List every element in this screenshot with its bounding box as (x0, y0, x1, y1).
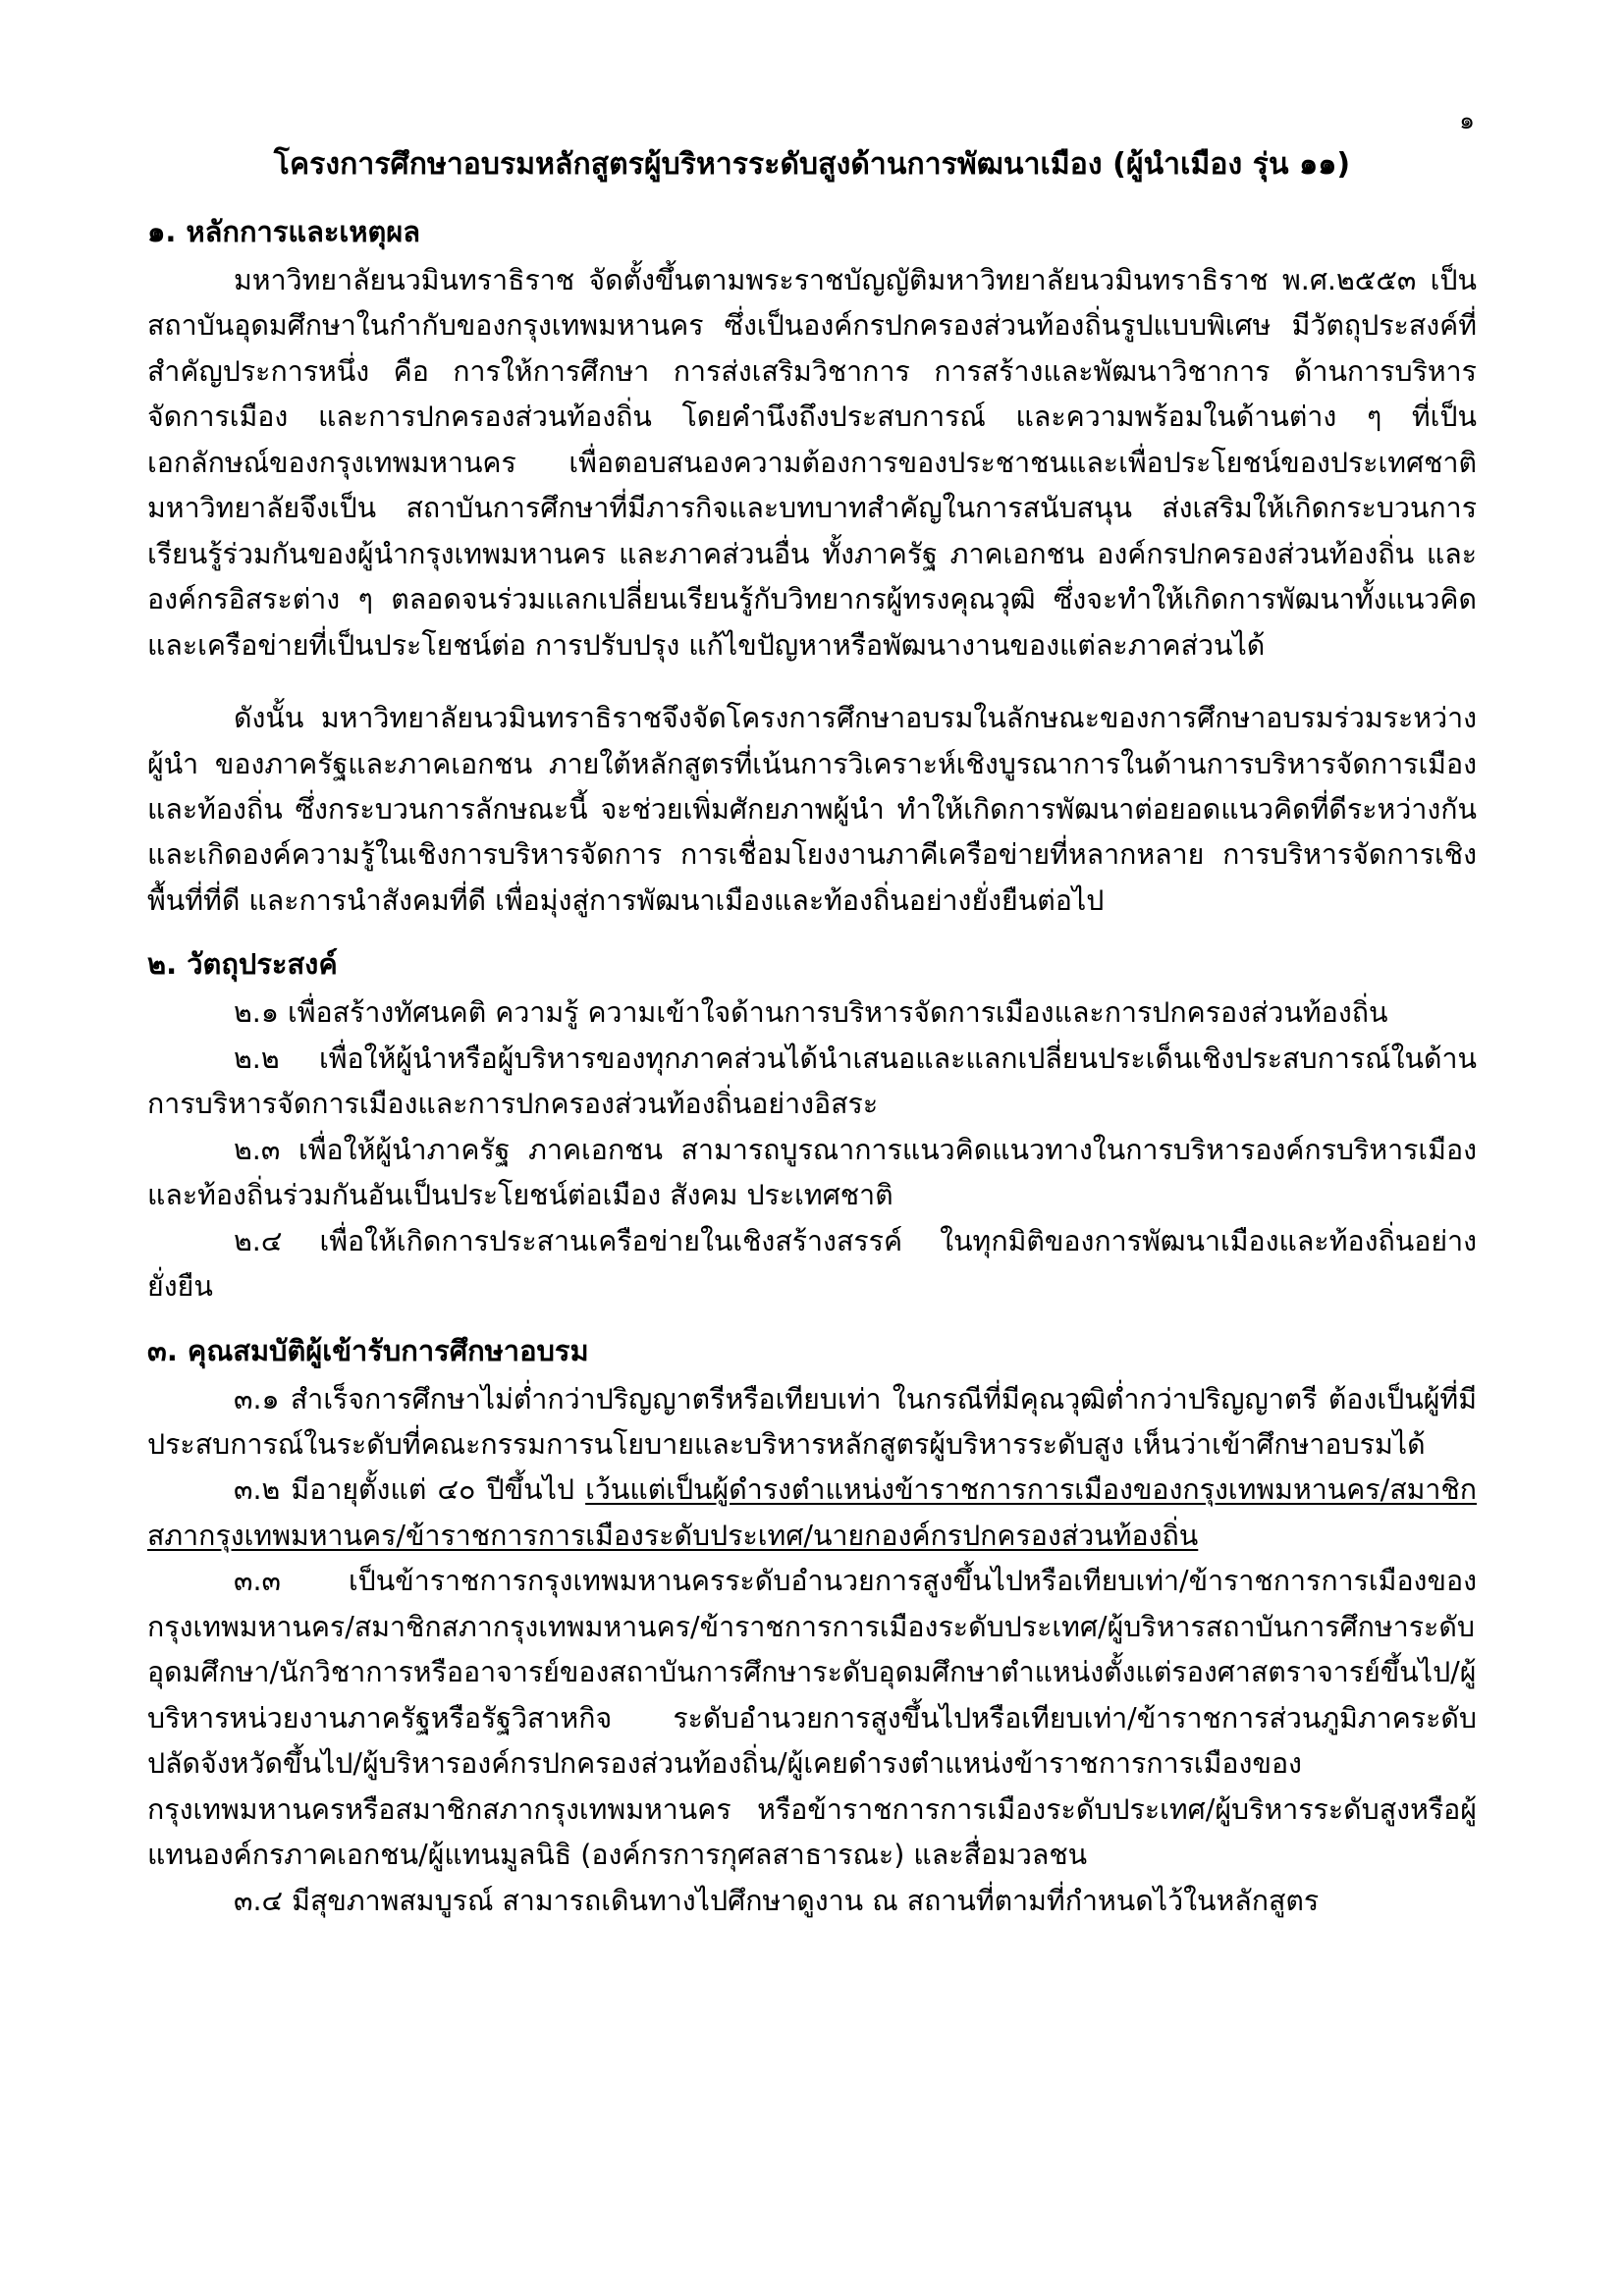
paragraph-2-4: ๒.๔ เพื่อให้เกิดการประสานเครือข่ายในเชิงสร้างสรรค์ ในทุกมิติของการพัฒนาเมืองและท้องถิ่นอย่างยั่งยืน (147, 1224, 1477, 1304)
section-heading-1: ๑. หลักการและเหตุผล (147, 215, 421, 248)
paragraph-3-4: ๓.๔ มีสุขภาพสมบูรณ์ สามารถเดินทางไปศึกษาดูงาน ณ สถานที่ตามที่กำหนดไว้ในหลักสูตร (234, 1884, 1320, 1917)
paragraph-3-3: ๓.๓ เป็นข้าราชการกรุงเทพมหานครระดับอำนวยการสูงขึ้นไปหรือเทียบเท่า/ข้าราชการการเมืองของกรุงเทพมหานคร/สมาชิกสภากรุงเทพมหานคร/ข้าราชการการเมืองระดับประเทศ/ผู้บริหารสถาบันการศึกษาระดับอุดมศึกษา/นักวิชาการหรืออาจารย์ของสถาบันการศึกษาระดับอุดมศึกษาตำแหน่งตั้งแต่รองศาสตราจารย์ขึ้นไป/ผู้บริหารหน่วยงานภาครัฐหรือรัฐวิสาหกิจ ระดับอำนวยการสูงขึ้นไปหรือเทียบเท่า/ข้าราชการส่วนภูมิภาคระดับปลัดจังหวัดขึ้นไป/ผู้บริหารองค์กรปกครองส่วนท้องถิ่น/ผู้เคยดำรงตำแหน่งข้าราชการการเมืองของกรุงเทพมหานครหรือสมาชิกสภากรุงเทพมหานคร หรือข้าราชการการเมืองระดับประเทศ/ผู้บริหารระดับสูงหรือผู้แทนองค์กรภาคเอกชน/ผู้แทนมูลนิธิ (องค์กรการกุศลสาธารณะ) และสื่อมวลชน (147, 1565, 1477, 1872)
paragraph-1-2: ดังนั้น มหาวิทยาลัยนวมินทราธิราชจึงจัดโครงการศึกษาอบรมในลักษณะของการศึกษาอบรมร่วมระหว่างผู้นำ ของภาครัฐและภาคเอกชน ภายใต้หลักสูตรที่เน้นการวิเคราะห์เชิงบูรณาการในด้านการบริหารจัดการเมืองและท้องถิ่น ซึ่งกระบวนการลักษณะนี้ จะช่วยเพิ่มศักยภาพผู้นำ ทำให้เกิดการพัฒนาต่อยอดแนวคิดที่ดีระหว่างกัน และเกิดองค์ความรู้ในเชิงการบริหารจัดการ การเชื่อมโยงงานภาคีเครือข่ายที่หลากหลาย การบริหารจัดการเชิงพื้นที่ที่ดี และการนำสังคมที่ดี เพื่อมุ่งสู่การพัฒนาเมืองและท้องถิ่นอย่างยั่งยืนต่อไป (147, 702, 1477, 917)
paragraph-2-1: ๒.๑ เพื่อสร้างทัศนคติ ความรู้ ความเข้าใจด้านการบริหารจัดการเมืองและการปกครองส่วนท้องถิ่น (234, 996, 1388, 1030)
paragraph-1-1: มหาวิทยาลัยนวมินทราธิราช จัดตั้งขึ้นตามพระราชบัญญัติมหาวิทยาลัยนวมินทราธิราช พ.ศ.๒๕๕๓ เป็นสถาบันอุดมศึกษาในกำกับของกรุงเทพมหานคร ซึ่งเป็นองค์กรปกครองส่วนท้องถิ่นรูปแบบพิเศษ มีวัตถุประสงค์ที่สำคัญประการหนึ่ง คือ การให้การศึกษา การส่งเสริมวิชาการ การสร้างและพัฒนาวิชาการ ด้านการบริหารจัดการเมือง และการปกครองส่วนท้องถิ่น โดยคำนึงถึงประสบการณ์ และความพร้อมในด้านต่าง ๆ ที่เป็นเอกลักษณ์ของกรุงเทพมหานคร เพื่อตอบสนองความต้องการของประชาชนและเพื่อประโยชน์ของประเทศชาติ มหาวิทยาลัยจึงเป็น สถาบันการศึกษาที่มีภารกิจและบทบาทสำคัญในการสนับสนุน ส่งเสริมให้เกิดกระบวนการเรียนรู้ร่วมกันของผู้นำกรุงเทพมหานคร และภาคส่วนอื่น ทั้งภาครัฐ ภาคเอกชน องค์กรปกครองส่วนท้องถิ่น และองค์กรอิสระต่าง ๆ ตลอดจนร่วมแลกเปลี่ยนเรียนรู้กับวิทยากรผู้ทรงคุณวุฒิ ซึ่งจะทำให้เกิดการพัฒนาทั้งแนวคิดและเครือข่ายที่เป็นประโยชน์ต่อ การปรับปรุง แก้ไขปัญหาหรือพัฒนางานของแต่ละภาคส่วนได้ (147, 264, 1477, 662)
paragraph-3-1: ๓.๑ สำเร็จการศึกษาไม่ต่ำกว่าปริญญาตรีหรือเทียบเท่า ในกรณีที่มีคุณวุฒิต่ำกว่าปริญญาตรี ต้องเป็นผู้ที่มีประสบการณ์ในระดับที่คณะกรรมการนโยบายและบริหารหลักสูตรผู้บริหารระดับสูง เห็นว่าเข้าศึกษาอบรมได้ (147, 1382, 1477, 1461)
page-title: โครงการศึกษาอบรมหลักสูตรผู้บริหารระดับสูงด้านการพัฒนาเมือง (ผู้นำเมือง รุ่น ๑๑) (273, 147, 1351, 182)
paragraph-3-2-lead: ๓.๒ มีอายุตั้งแต่ ๔๐ ปีขึ้นไป (234, 1473, 586, 1507)
paragraph-2-3: ๒.๓ เพื่อให้ผู้นำภาครัฐ ภาคเอกชน สามารถบูรณาการแนวคิดแนวทางในการบริหารองค์กรบริหารเมืองและท้องถิ่นร่วมกันอันเป็นประโยชน์ต่อเมือง สังคม ประเทศชาติ (147, 1133, 1477, 1212)
page-number: ๑ (1459, 106, 1475, 134)
paragraph-3-2 (147, 1468, 1477, 1559)
section-heading-2: ๒. วัตถุประสงค์ (147, 947, 338, 982)
paragraph-3-2-underlined: เว้นแต่เป็นผู้ดำรงตำแหน่งข้าราชการการเมืองของกรุงเทพมหานคร/สมาชิกสภากรุงเทพมหานคร/ข้าราชการการเมืองระดับประเทศ/นายกองค์กรปกครองส่วนท้องถิ่น (147, 1473, 1477, 1552)
section-heading-3: ๓. คุณสมบัติผู้เข้ารับการศึกษาอบรม (147, 1333, 589, 1367)
paragraph-2-2: ๒.๒ เพื่อให้ผู้นำหรือผู้บริหารของทุกภาคส่วนได้นำเสนอและแลกเปลี่ยนประเด็นเชิงประสบการณ์ในด้านการบริหารจัดการเมืองและการปกครองส่วนท้องถิ่นอย่างอิสระ (147, 1041, 1477, 1121)
